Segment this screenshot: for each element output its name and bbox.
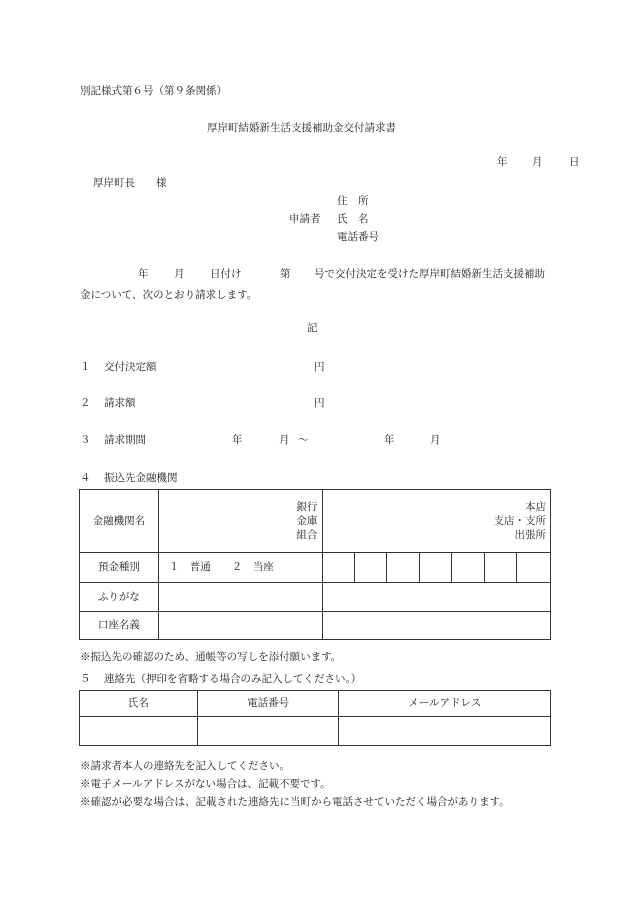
item3-tilde: ～ (298, 434, 309, 446)
item2-unit: 円 (314, 397, 325, 409)
branch-type-branch: 支店・支所 (493, 514, 546, 527)
account-type-options[interactable]: １ 普通 ２ 当座 (158, 553, 322, 583)
account-holder-label: 口座名義 (80, 612, 159, 640)
account-digit-cell[interactable] (355, 553, 387, 583)
note-confirmation: ※確認が必要な場合は、記載された連絡先に当町から電話させていただく場合があります。 (80, 796, 510, 808)
account-type-label: 預金種別 (80, 553, 159, 583)
date-day: 日 (569, 156, 580, 168)
branch-name-cell[interactable] (322, 490, 551, 553)
account-digit-cell[interactable] (322, 553, 355, 583)
furigana-right-cell[interactable] (322, 583, 551, 612)
body-dated: 日付け (210, 268, 242, 280)
item5-label: 連絡先（押印を省略する場合のみ記入してください。） (104, 673, 362, 685)
item1-number: １ (80, 361, 91, 373)
branch-type-main: 本店 (525, 500, 546, 513)
contact-table (79, 690, 551, 746)
item1-unit: 円 (314, 361, 325, 373)
item5-number: ５ (80, 673, 91, 685)
body-rest: 号で交付決定を受けた厚岸町結婚新生活支援補助 (314, 268, 545, 280)
furigana-left-cell[interactable] (158, 583, 322, 612)
item3-month-start: 月 (279, 434, 290, 446)
document-title: 厚岸町結婚新生活支援補助金交付請求書 (207, 122, 396, 134)
institution-type-bank: 銀行 (296, 500, 318, 513)
item4-number: ４ (80, 472, 91, 484)
item3-year-end: 年 (384, 434, 395, 446)
item3-month-end: 月 (430, 434, 441, 446)
applicant-address-label: 住 所 (337, 195, 369, 207)
account-holder-left-cell[interactable] (158, 612, 322, 640)
item3-year-start: 年 (232, 434, 243, 446)
institution-name-cell[interactable] (158, 490, 322, 553)
date-month: 月 (532, 156, 543, 168)
body-month: 月 (174, 268, 185, 280)
contact-header-name: 氏名 (80, 691, 198, 717)
body-year: 年 (138, 268, 149, 280)
institution-type-shinkin: 金庫 (296, 514, 318, 527)
account-digit-cell[interactable] (517, 553, 551, 583)
addressee: 厚岸町長 様 (93, 177, 167, 189)
item3-label: 請求期間 (104, 434, 146, 446)
contact-header-phone: 電話番号 (197, 691, 339, 717)
applicant-phone-label: 電話番号 (337, 231, 379, 243)
account-holder-right-cell[interactable] (322, 612, 551, 640)
note-email: ※電子メールアドレスがない場合は、記載不要です。 (80, 778, 331, 790)
account-digit-cell[interactable] (452, 553, 485, 583)
bank-table (79, 489, 551, 640)
ki-heading: 記 (307, 322, 318, 334)
date-year: 年 (497, 156, 508, 168)
note-contact: ※請求者本人の連絡先を記入してください。 (80, 760, 290, 772)
body-line2: 金について、次のとおり請求します。 (80, 289, 258, 301)
item2-label: 請求額 (104, 397, 136, 409)
contact-phone-cell[interactable] (197, 717, 339, 746)
applicant-name-label: 氏 名 (337, 213, 369, 225)
account-digit-cell[interactable] (485, 553, 517, 583)
applicant-role-label: 申請者 (289, 213, 321, 225)
item3-number: ３ (80, 434, 91, 446)
contact-email-cell[interactable] (339, 717, 551, 746)
item4-label: 振込先金融機関 (104, 472, 178, 484)
institution-label: 金融機関名 (80, 490, 159, 553)
account-digit-cell[interactable] (420, 553, 452, 583)
item1-label: 交付決定額 (104, 361, 157, 373)
institution-type-kumiai: 組合 (296, 529, 318, 542)
form-reference: 別記様式第６号（第９条関係） (80, 85, 227, 97)
account-digit-cell[interactable] (387, 553, 420, 583)
branch-type-office: 出張所 (514, 529, 546, 542)
furigana-label: ふりがな (80, 583, 159, 612)
contact-header-email: メールアドレス (339, 691, 551, 717)
body-no: 第 (280, 268, 291, 280)
item2-number: ２ (80, 397, 91, 409)
contact-name-cell[interactable] (80, 717, 198, 746)
bank-note: ※振込先の確認のため、通帳等の写しを添付願います。 (80, 651, 342, 663)
